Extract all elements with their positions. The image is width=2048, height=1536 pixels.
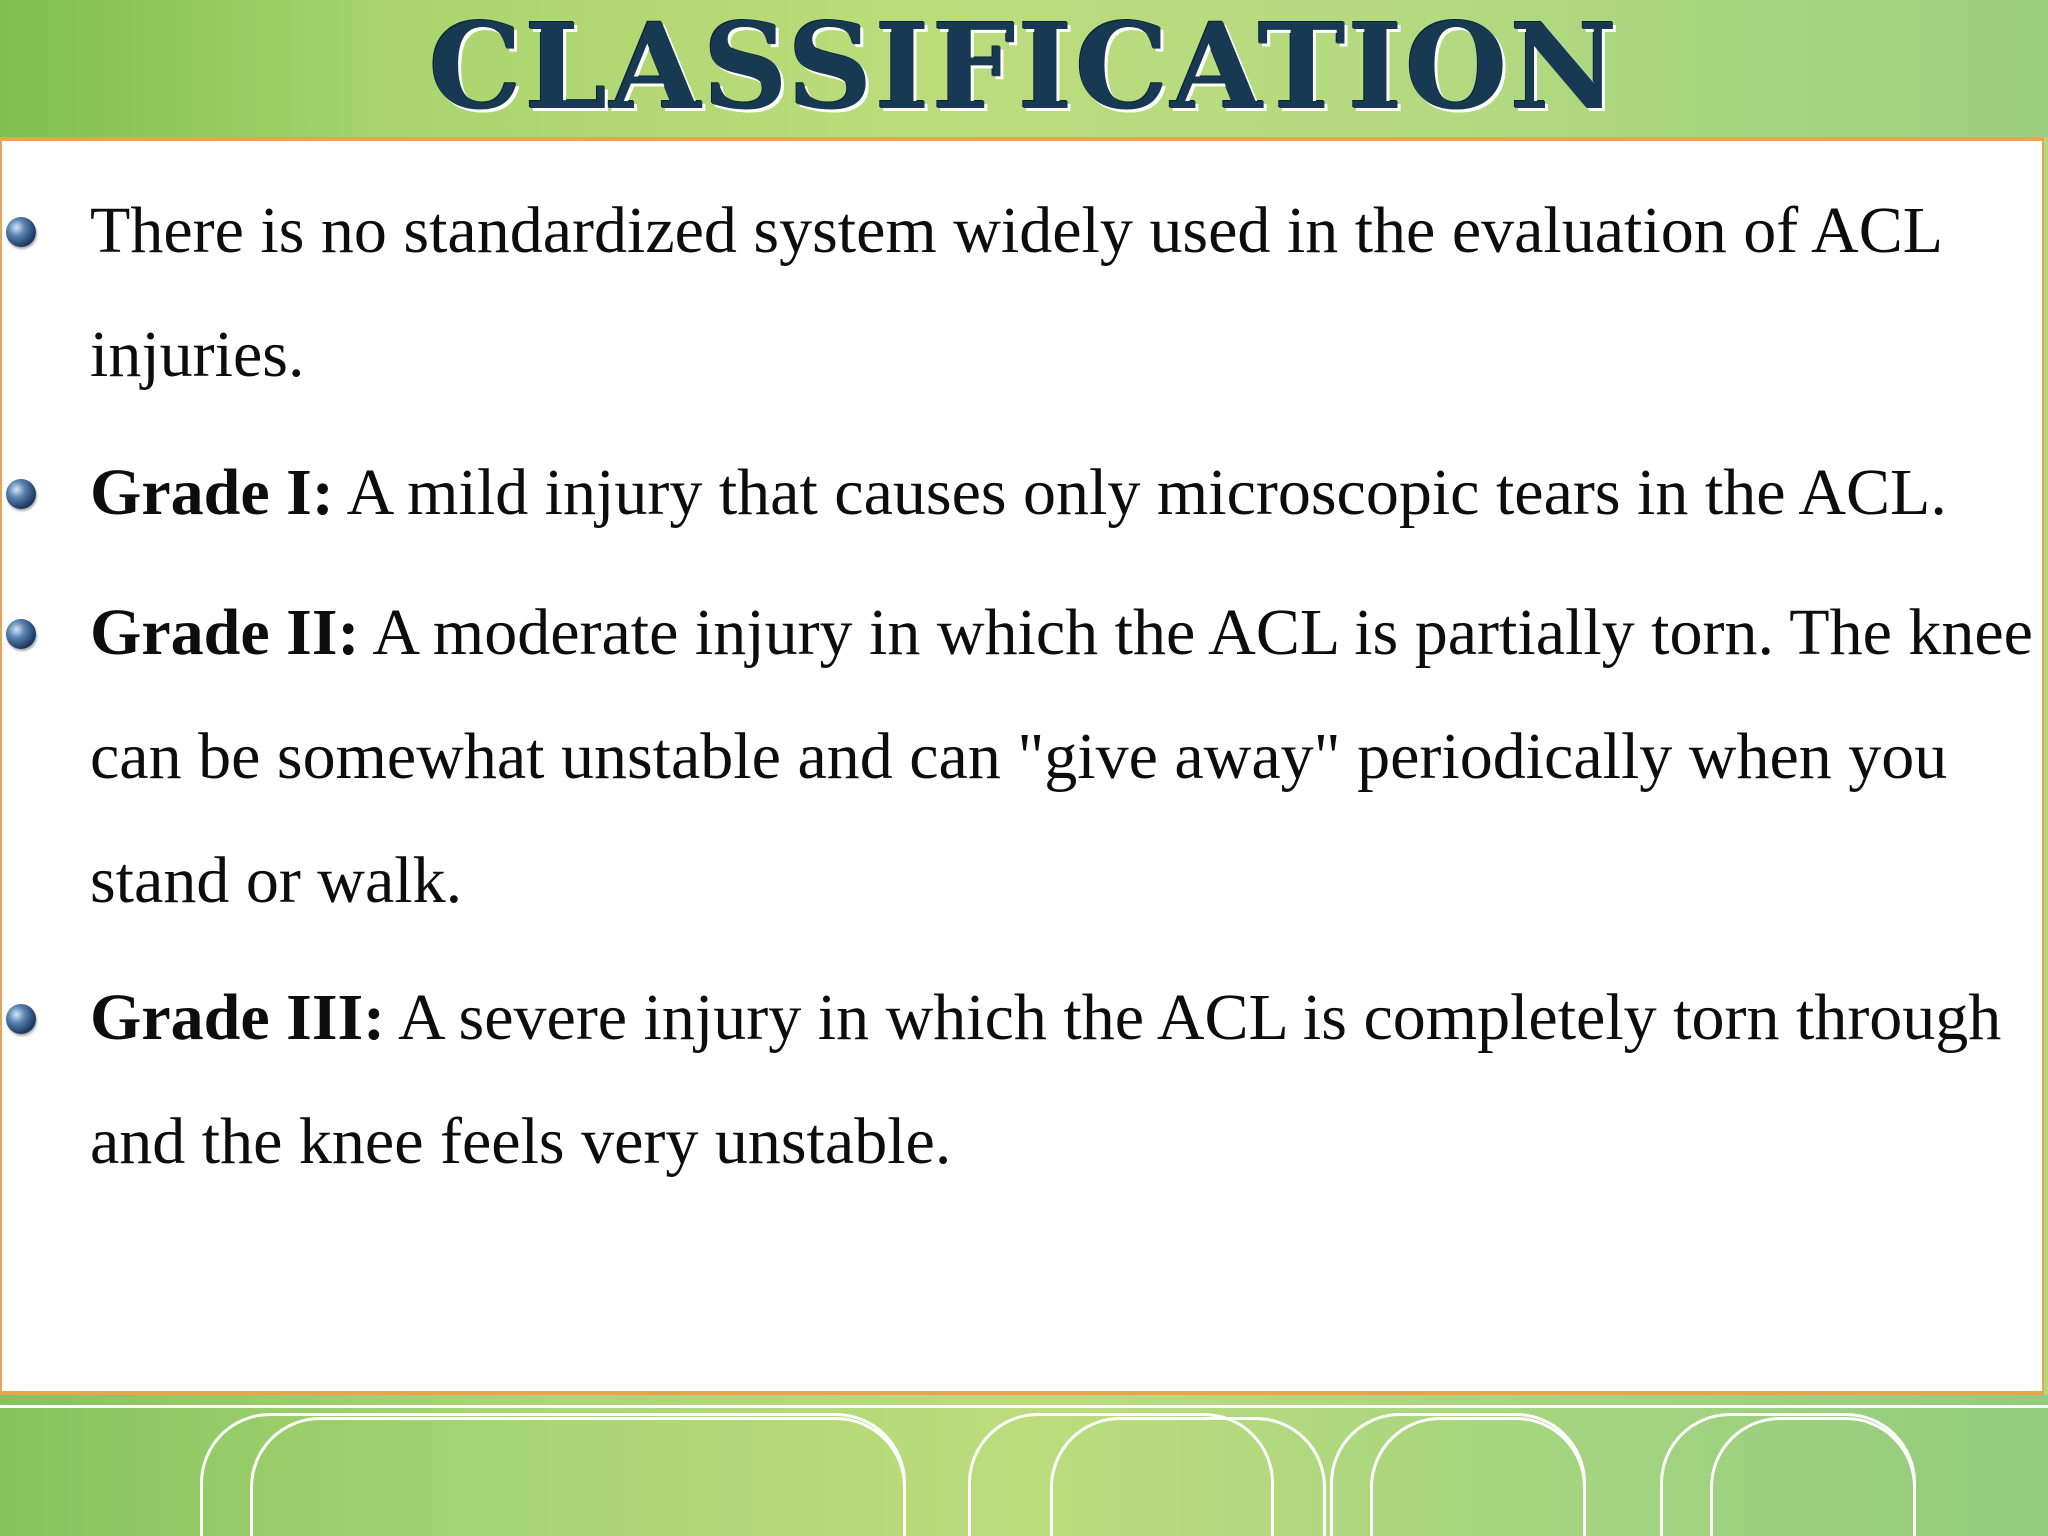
footer-divider xyxy=(0,1405,2048,1408)
decorative-arc xyxy=(1710,1417,1916,1536)
bullet-text xyxy=(90,169,2040,417)
bullet-body: There is no standardized system widely used in the evaluation of ACL injuries. xyxy=(90,194,1941,391)
bullet-body: A mild injury that causes only microscopic tears in the ACL. xyxy=(333,456,1947,529)
bullet-body: A severe injury in which the ACL is completely torn through and the knee feels very unstable. xyxy=(90,981,2002,1178)
slide-title: CLASSIFICATION xyxy=(428,0,1620,136)
bullet-icon xyxy=(6,1004,36,1034)
decorative-arc xyxy=(1370,1417,1586,1536)
decorative-arc xyxy=(250,1417,906,1536)
bullet-text xyxy=(90,956,2040,1204)
bullet-body: A moderate injury in which the ACL is partially torn. The knee can be somewhat unstable and can "give away" periodically when you stand or walk. xyxy=(90,596,2033,917)
bullet-label: Grade III: xyxy=(90,981,386,1054)
bullet-icon xyxy=(6,619,36,649)
decorative-arc xyxy=(1050,1417,1326,1536)
footer-band xyxy=(0,1395,2048,1536)
bullet-label: Grade I: xyxy=(90,456,334,529)
bullet-text xyxy=(90,431,2040,555)
bullet-icon xyxy=(6,217,36,247)
bullet-text xyxy=(90,571,2040,943)
content-panel xyxy=(0,137,2044,1395)
bullet-label: Grade II: xyxy=(90,596,360,669)
bullet-icon xyxy=(6,479,36,509)
header-band xyxy=(0,0,2048,137)
